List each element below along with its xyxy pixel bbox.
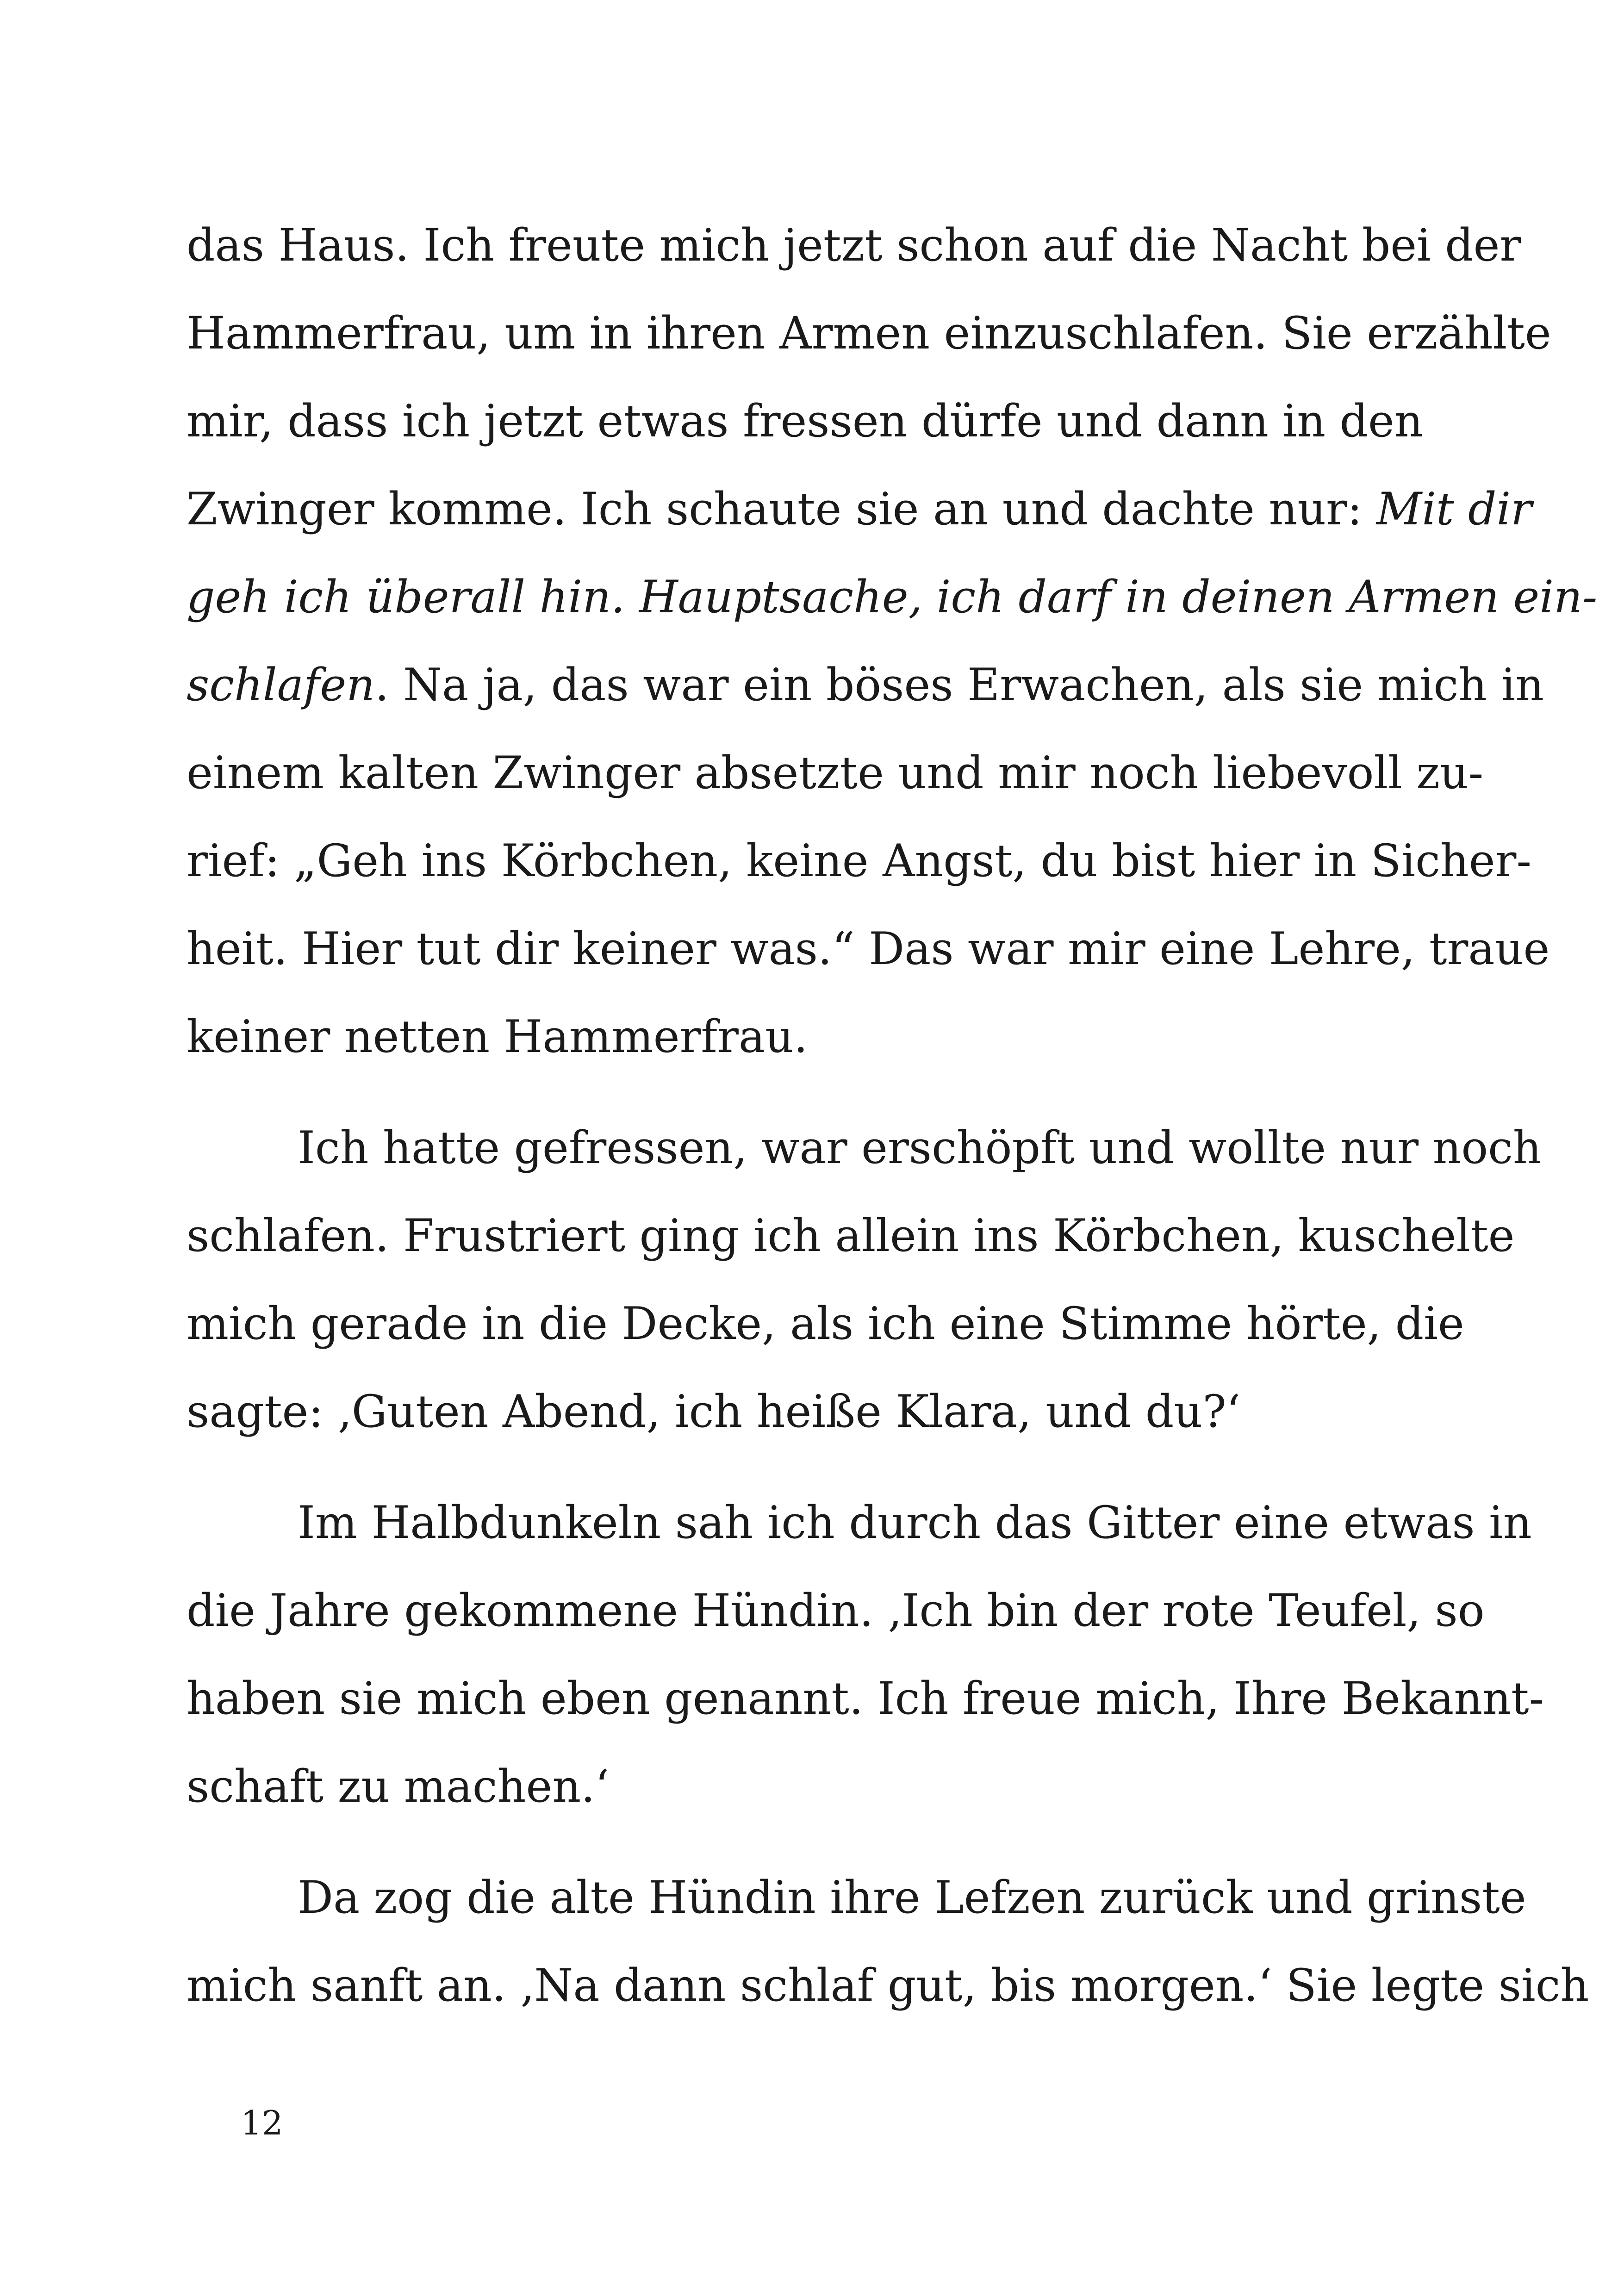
text-line: das Haus. Ich freute mich jetzt schon auf die Nacht bei der <box>187 219 1521 271</box>
paragraph-gap <box>187 1081 1420 1104</box>
text-line: schlafen. Na ja, das war ein böses Erwachen, als sie mich in <box>187 659 1544 711</box>
body-text <box>187 201 1598 2029</box>
italic-thought: Mit dir <box>1376 483 1532 535</box>
text-line: mich sanft an. ‚Na dann schlaf gut, bis morgen.‘ Sie legte sich <box>187 1960 1589 2011</box>
paragraph-gap <box>187 1830 1420 1854</box>
text-line: Zwinger komme. Ich schaute sie an und dachte nur: Mit dir <box>187 483 1532 535</box>
text-line: Im Halbdunkeln sah ich durch das Gitter eine etwas in <box>298 1497 1532 1549</box>
italic-thought: geh ich überall hin. Hauptsache, ich darf in deinen Armen ein- <box>187 571 1598 623</box>
text-line <box>187 553 1598 641</box>
paragraph-1 <box>187 201 1598 1081</box>
text-line: die Jahre gekommene Hündin. ‚Ich bin der rote Teufel, so <box>187 1585 1485 1636</box>
text-line: mich gerade in die Decke, als ich eine Stimme hörte, die <box>187 1298 1464 1350</box>
text-line: heit. Hier tut dir keiner was.“ Das war mir eine Lehre, traue <box>187 923 1550 975</box>
text-line: mir, dass ich jetzt etwas fressen dürfe und dann in den <box>187 395 1423 447</box>
paragraph-gap <box>187 1456 1420 1479</box>
text-line: Da zog die alte Hündin ihre Lefzen zurück und grinste <box>298 1872 1526 1923</box>
paragraph-4 <box>187 1854 1589 2029</box>
text-line: schlafen. Frustriert ging ich allein ins Körbchen, kuschelte <box>187 1210 1515 1262</box>
text-line: sagte: ‚Guten Abend, ich heiße Klara, und du?‘ <box>187 1386 1241 1437</box>
text-line: Ich hatte gefressen, war erschöpft und wollte nur noch <box>298 1122 1542 1174</box>
page-number: 12 <box>241 2103 283 2142</box>
text-line: Hammerfrau, um in ihren Armen einzuschlafen. Sie erzählte <box>187 307 1551 359</box>
text-line: keiner netten Hammerfrau. <box>187 1011 808 1063</box>
text-line: rief: „Geh ins Körbchen, keine Angst, du bist hier in Sicher- <box>187 835 1531 887</box>
text-line: einem kalten Zwinger absetzte und mir noch liebevoll zu- <box>187 747 1484 799</box>
italic-thought: schlafen <box>187 659 375 711</box>
paragraph-3 <box>187 1479 1544 1830</box>
text-line: haben sie mich eben genannt. Ich freue mich, Ihre Bekannt- <box>187 1673 1544 1724</box>
paragraph-2 <box>187 1104 1542 1456</box>
text-line: schaft zu machen.‘ <box>187 1761 610 1812</box>
